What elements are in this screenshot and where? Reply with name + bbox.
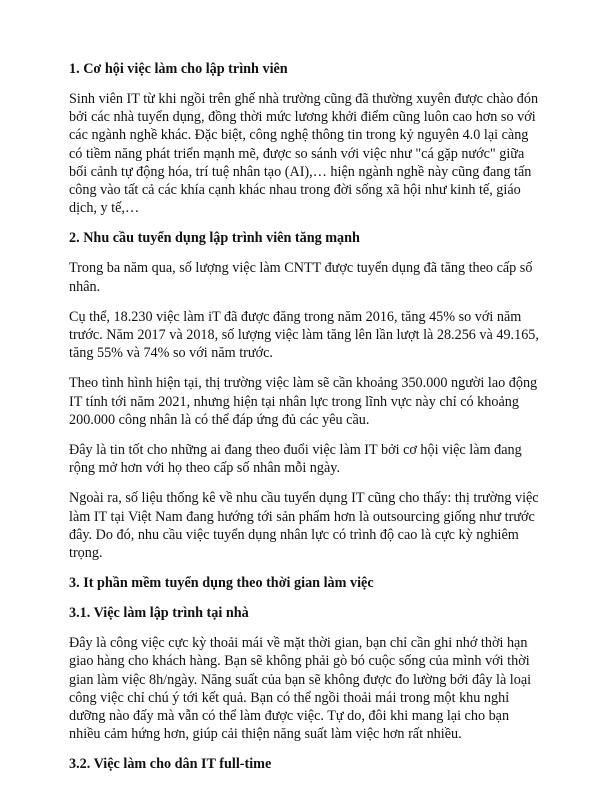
section-2-paragraph-4: Đây là tin tốt cho những ai đang theo đuổi việc làm IT bởi cơ hội việc làm đang rộng mở hơn với họ theo cấp số nhân mỗi ngày. [69,442,522,477]
section-3-1-paragraph: Đây là công việc cực kỳ thoải mái về mặt thời gian, bạn chỉ cần ghi nhớ thời hạn giao hàng cho khách hàng. Bạn sẽ không phải gò bó cuộc sống của mình với thời gian làm việc 8h/ngày. Năng suất của bạn sẽ không được đo lường bởi đây là loại công việc chỉ chú ý tới kết quả. Bạn có thể ngồi thoải mái trong một khu nghỉ dưỡng nào đấy mà vẫn có thể làm được việc. Tự do, đôi khi mang lại cho bạn nhiều cảm hứng hơn, giúp cải thiện năng suất làm việc hơn rất nhiều. [69,635,532,743]
section-2-paragraph-2: Cụ thể, 18.230 việc làm iT đã được đăng trong năm 2016, tăng 45% so với năm trước. Năm 2017 và 2018, số lượng việc làm tăng lên lần lượt là 28.256 và 49.165, tăng 55% và 74% so với năm trước. [69,308,539,362]
section-2-paragraph-5: Ngoài ra, số liệu thống kê về nhu cầu tuyển dụng IT cũng cho thấy: thị trường việc làm IT tại Việt Nam đang hướng tới sản phẩm hơn là outsourcing giống như trước đây. Do đó, nhu cầu việc tuyển dụng nhân lực có trình độ cao là cực kỳ nghiêm trọng. [69,490,539,562]
section-2-heading: 2. Nhu cầu tuyển dụng lập trình viên tăng mạnh [69,230,360,247]
section-3-heading: 3. It phần mềm tuyển dụng theo thời gian làm việc [69,575,374,592]
section-2-paragraph-1: Trong ba năm qua, số lượng việc làm CNTT được tuyển dụng đã tăng theo cấp số nhân. [69,260,533,295]
section-2-paragraph-3: Theo tình hình hiện tại, thị trường việc làm sẽ cần khoảng 350.000 người lao động IT tính tới năm 2021, nhưng hiện tại nhân lực trong lĩnh vực này chỉ có khoảng 200.000 công nhân là có thể đáp ứng đủ các yêu cầu. [69,375,538,428]
section-3-2-heading: 3.2. Việc làm cho dân IT full-time [69,756,272,773]
section-3-1-heading: 3.1. Việc làm lập trình tại nhà [69,605,249,622]
section-1-heading: 1. Cơ hội việc làm cho lập trình viên [69,61,288,77]
section-1-paragraph: Sinh viên IT từ khi ngồi trên ghế nhà trường cũng đã thường xuyên được chào đón bởi các nhà tuyển dụng, đồng thời mức lương khởi điểm cũng luôn cao hơn so với các ngành nghề khác. Đặc biệt, công nghệ thông tin trong kỷ nguyên 4.0 lại càng có tiềm năng phát triển mạnh mẽ, được so sánh với việc như "cá gặp nước" giữa bối cảnh tự động hóa, trí tuệ nhân tạo (AI),… hiện ngành nghề này cũng đang tấn công vào tất cả các khía cạnh khác nhau trong đời sống xã hội như kinh tế, giáo dịch, y tế,… [69,91,539,217]
document-page [69,60,543,785]
